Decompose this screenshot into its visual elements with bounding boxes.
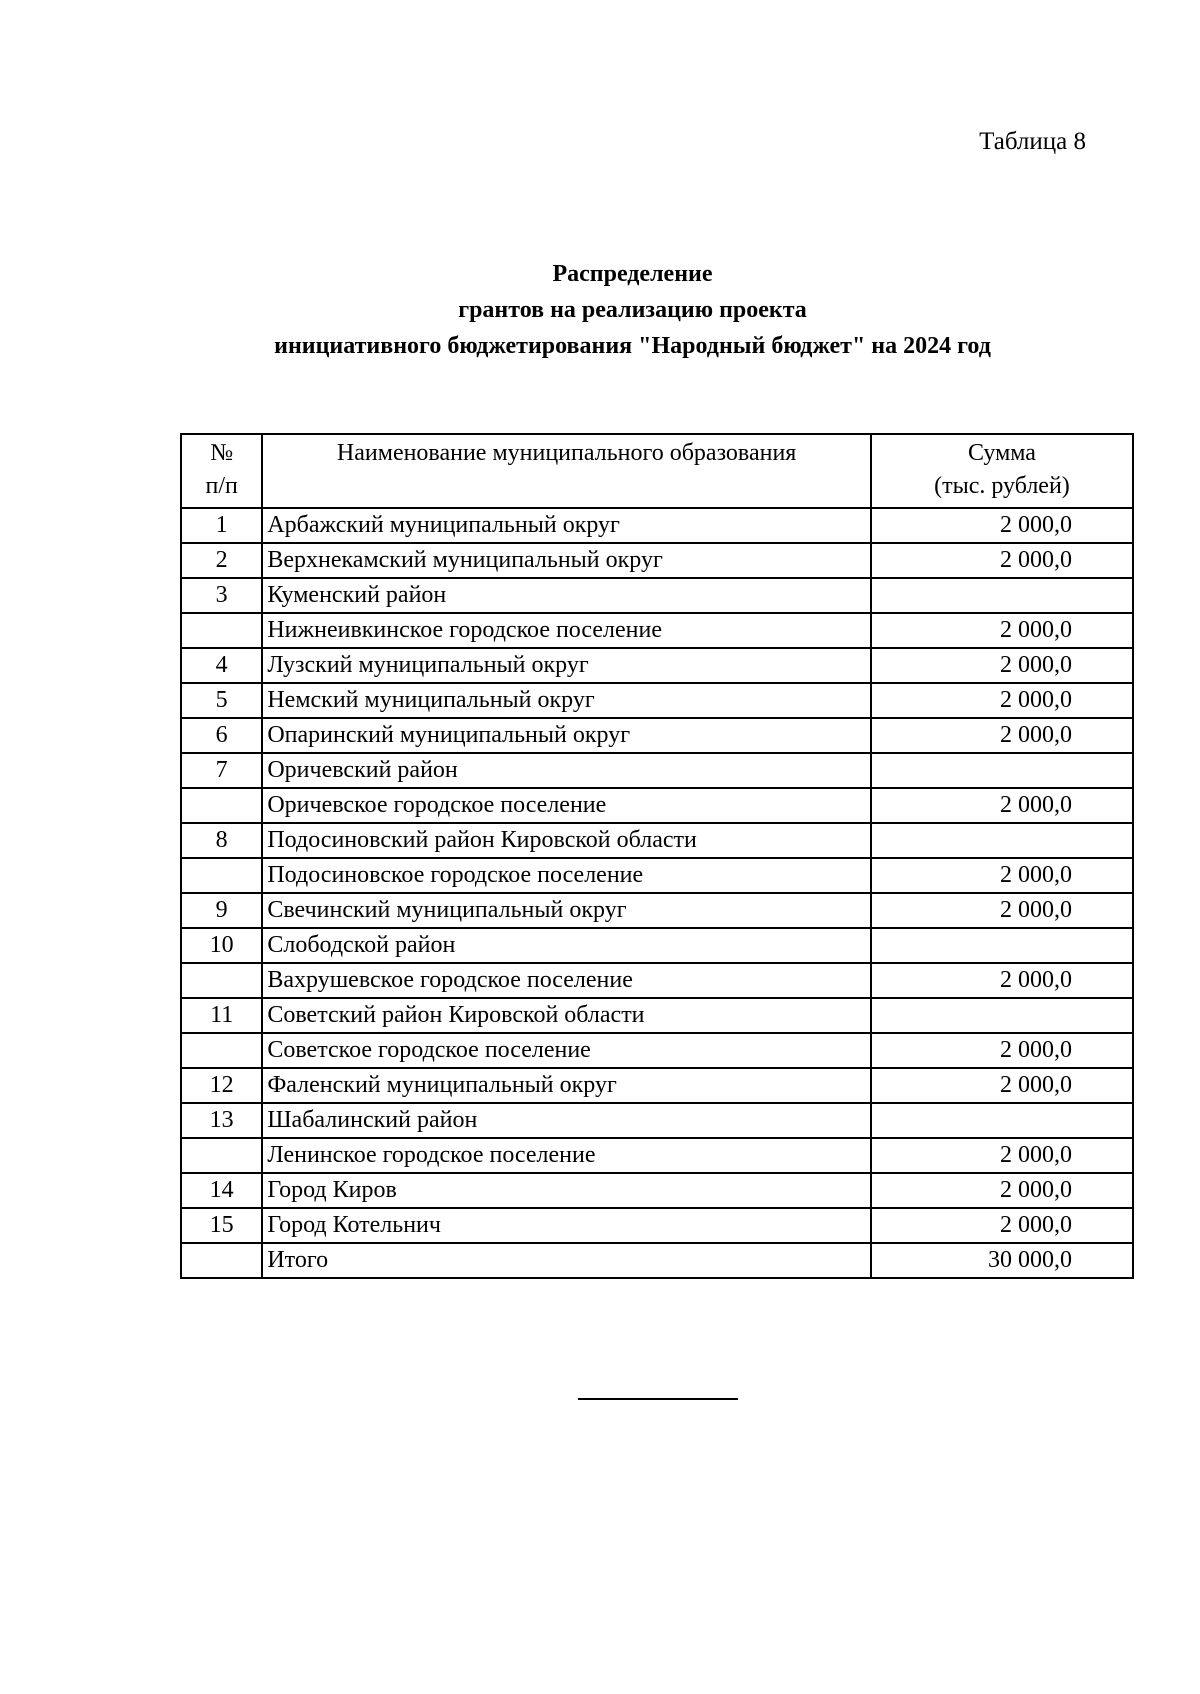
row-number: 1	[181, 508, 262, 543]
table-row	[181, 1173, 1133, 1208]
row-number: 9	[181, 893, 262, 928]
header-sum-line-2: (тыс. рублей)	[934, 473, 1070, 499]
row-sum	[871, 928, 1133, 963]
row-sum: 2 000,0	[871, 1068, 1133, 1103]
title-line-1: Распределение	[552, 261, 713, 287]
row-sum: 2 000,0	[871, 683, 1133, 718]
table-row	[181, 1103, 1133, 1138]
row-sum: 2 000,0	[871, 1138, 1133, 1173]
row-number: 13	[181, 1103, 262, 1138]
row-sum: 2 000,0	[871, 788, 1133, 823]
row-name: Верхнекамский муниципальный округ	[262, 543, 871, 578]
row-name: Вахрушевское городское поселение	[262, 963, 871, 998]
row-sum: 2 000,0	[871, 1173, 1133, 1208]
row-name: Лузский муниципальный округ	[262, 648, 871, 683]
document-title	[0, 256, 1200, 364]
row-sum: 2 000,0	[871, 963, 1133, 998]
row-sum: 2 000,0	[871, 718, 1133, 753]
header-sum	[871, 434, 1133, 508]
row-number: 12	[181, 1068, 262, 1103]
row-number: 6	[181, 718, 262, 753]
row-sum	[871, 753, 1133, 788]
row-number	[181, 1033, 262, 1068]
row-name: Советское городское поселение	[262, 1033, 871, 1068]
row-name: Слободской район	[262, 928, 871, 963]
row-number: 2	[181, 543, 262, 578]
row-sum: 2 000,0	[871, 613, 1133, 648]
table-row	[181, 928, 1133, 963]
total-row	[181, 1243, 1133, 1278]
grant-distribution-table	[180, 433, 1134, 1279]
row-number: 10	[181, 928, 262, 963]
title-line-3: инициативного бюджетирования "Народный бюджет" на 2024 год	[274, 333, 991, 359]
row-name: Оричевский район	[262, 753, 871, 788]
row-sum: 2 000,0	[871, 543, 1133, 578]
table-row	[181, 683, 1133, 718]
row-name: Немский муниципальный округ	[262, 683, 871, 718]
end-divider-line	[578, 1398, 738, 1400]
table-row	[181, 543, 1133, 578]
table-header-row	[181, 434, 1133, 508]
table-number-label: Таблица 8	[979, 128, 1086, 155]
row-name: Оричевское городское поселение	[262, 788, 871, 823]
row-sum: 2 000,0	[871, 1033, 1133, 1068]
row-sum	[871, 823, 1133, 858]
header-sum-line-1: Сумма	[967, 440, 1036, 466]
row-number: 7	[181, 753, 262, 788]
row-name: Арбажский муниципальный округ	[262, 508, 871, 543]
table-row	[181, 788, 1133, 823]
table-row	[181, 998, 1133, 1033]
row-number: 5	[181, 683, 262, 718]
table-row	[181, 648, 1133, 683]
row-number: 15	[181, 1208, 262, 1243]
header-number-line-1: №	[210, 440, 234, 466]
row-name: Подосиновский район Кировской области	[262, 823, 871, 858]
row-number: 3	[181, 578, 262, 613]
row-name: Подосиновское городское поселение	[262, 858, 871, 893]
row-sum: 2 000,0	[871, 508, 1133, 543]
row-number	[181, 963, 262, 998]
row-number	[181, 1138, 262, 1173]
table-row	[181, 508, 1133, 543]
row-number	[181, 613, 262, 648]
row-number: 8	[181, 823, 262, 858]
row-name: Город Котельнич	[262, 1208, 871, 1243]
row-sum	[871, 998, 1133, 1033]
row-sum	[871, 1103, 1133, 1138]
table-row	[181, 893, 1133, 928]
row-name: Итого	[262, 1243, 871, 1278]
row-name: Фаленский муниципальный округ	[262, 1068, 871, 1103]
table-row	[181, 1138, 1133, 1173]
row-name: Шабалинский район	[262, 1103, 871, 1138]
row-sum: 30 000,0	[871, 1243, 1133, 1278]
table-row	[181, 858, 1133, 893]
table-row	[181, 718, 1133, 753]
row-name: Советский район Кировской области	[262, 998, 871, 1033]
row-sum: 2 000,0	[871, 893, 1133, 928]
table-row	[181, 1208, 1133, 1243]
row-number	[181, 1243, 262, 1278]
row-number: 11	[181, 998, 262, 1033]
row-sum	[871, 578, 1133, 613]
row-name: Нижнеивкинское городское поселение	[262, 613, 871, 648]
header-number	[181, 434, 262, 508]
row-name: Ленинское городское поселение	[262, 1138, 871, 1173]
row-name: Город Киров	[262, 1173, 871, 1208]
row-number: 14	[181, 1173, 262, 1208]
header-number-line-2: п/п	[205, 473, 238, 499]
row-sum: 2 000,0	[871, 858, 1133, 893]
table-row	[181, 578, 1133, 613]
row-name: Куменский район	[262, 578, 871, 613]
table-body	[181, 508, 1133, 1278]
table-row	[181, 613, 1133, 648]
table-row	[181, 1033, 1133, 1068]
table-row	[181, 753, 1133, 788]
row-number	[181, 788, 262, 823]
table-row	[181, 823, 1133, 858]
title-line-2: грантов на реализацию проекта	[458, 297, 807, 323]
row-number	[181, 858, 262, 893]
row-sum: 2 000,0	[871, 648, 1133, 683]
row-name: Свечинский муниципальный округ	[262, 893, 871, 928]
header-name: Наименование муниципального образования	[262, 434, 871, 508]
row-sum: 2 000,0	[871, 1208, 1133, 1243]
table-row	[181, 1068, 1133, 1103]
row-number: 4	[181, 648, 262, 683]
row-name: Опаринский муниципальный округ	[262, 718, 871, 753]
table-row	[181, 963, 1133, 998]
